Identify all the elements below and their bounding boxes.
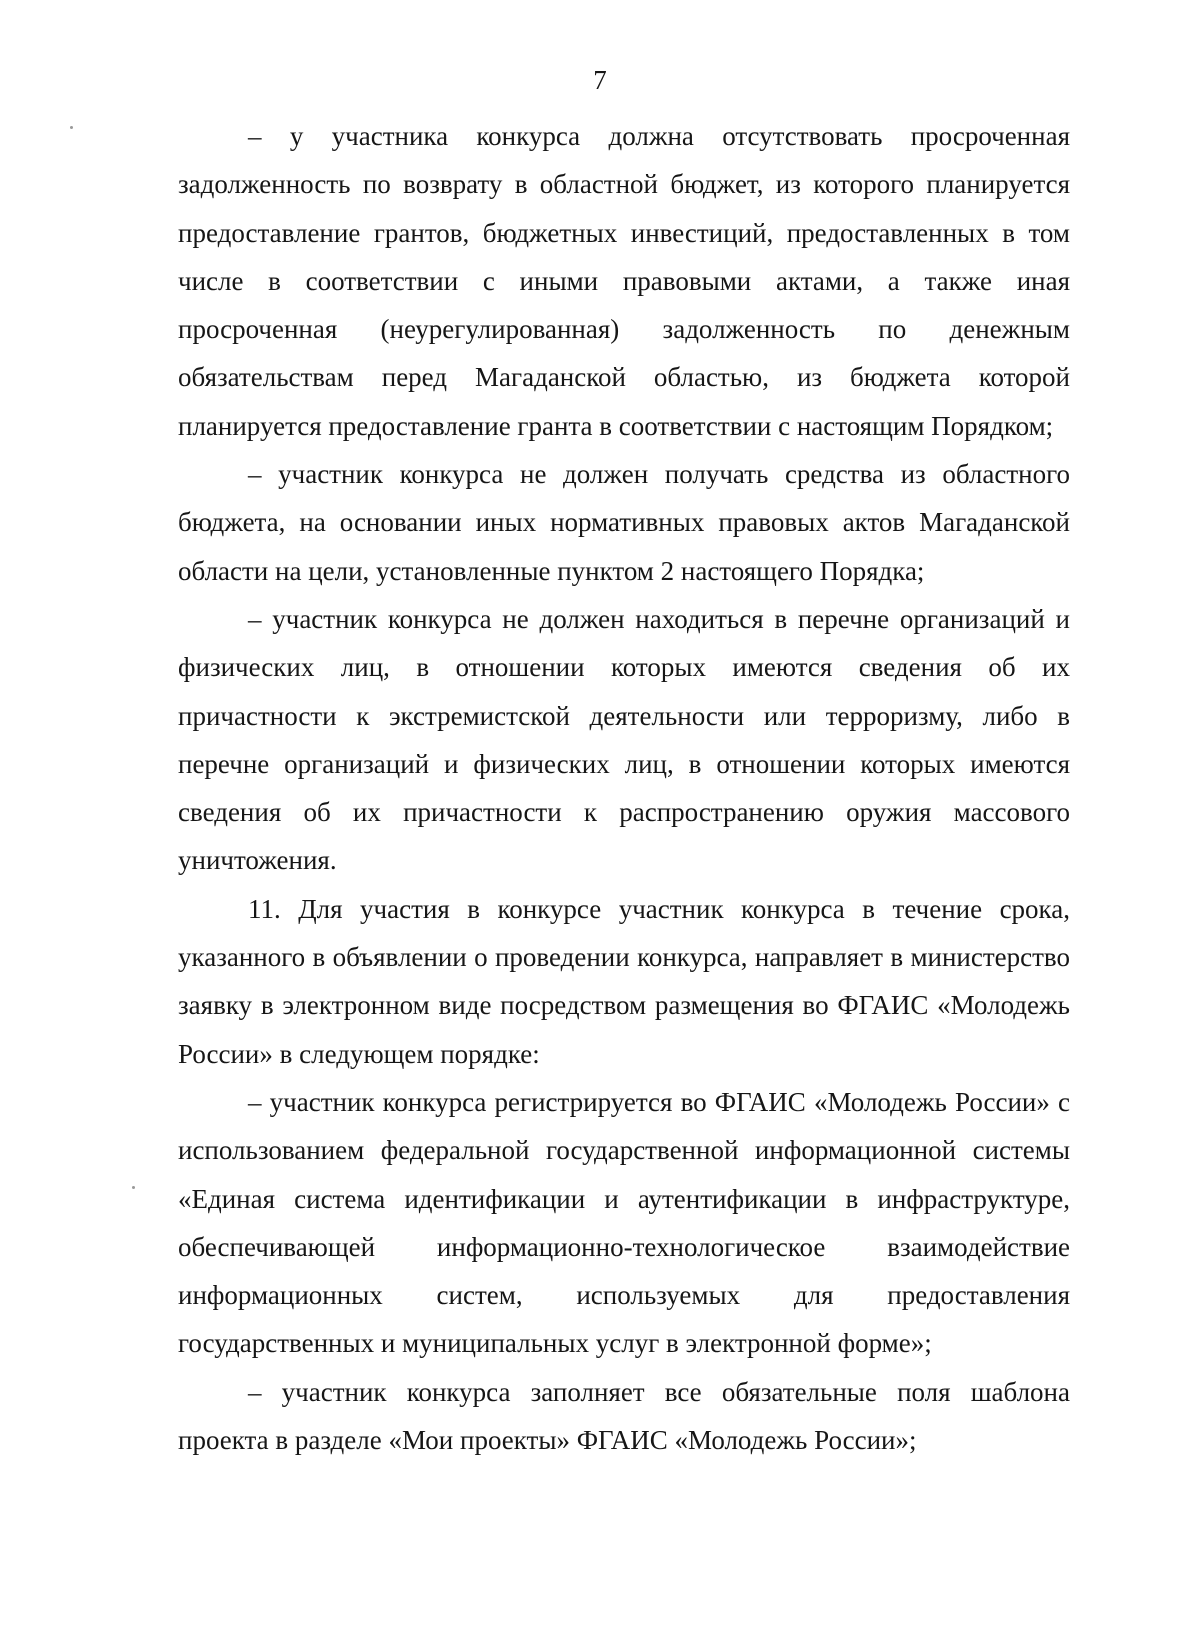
- scan-speck: [70, 126, 73, 129]
- scan-speck: [132, 1186, 135, 1189]
- paragraph-no-other-funding: – участник конкурса не должен получать средства из областного бюджета, на основании иных нормативных правовых актов Магаданской области на цели, установленные пунктом 2 настоящего Порядка;: [178, 459, 1070, 586]
- page-number: 7: [593, 65, 607, 95]
- document-body: [178, 112, 1070, 1464]
- paragraph-extremism-list: – участник конкурса не должен находиться в перечне организаций и физических лиц, в отношении которых имеются сведения об их причастности к экстремистской деятельности или терроризму, либо в перечне организаций и физических лиц, в отношении которых имеются сведения об их причастности к распространению оружия массового уничтожения.: [178, 603, 1070, 876]
- paragraph-fill-template: – участник конкурса заполняет все обязательные поля шаблона проекта в разделе «Мои проекты» ФГАИС «Молодежь России»;: [178, 1376, 1070, 1456]
- paragraph-debt-requirement: – у участника конкурса должна отсутствовать просроченная задолженность по возврату в областной бюджет, из которого планируется предоставление грантов, бюджетных инвестиций, предоставленных в том числе в соответствии с иными правовыми актами, а также иная просроченная (неурегулированная) задолженность по денежным обязательствам перед Магаданской областью, из бюджета которой планируется предоставление гранта в соответствии с настоящим Порядком;: [178, 121, 1070, 441]
- paragraph-registration: – участник конкурса регистрируется во ФГАИС «Молодежь России» с использованием федеральной государственной информационной системы «Единая система идентификации и аутентификации в инфраструктуре, обеспечивающей информационно-технологическое взаимодействие информационных систем, используемых для предоставления государственных и муниципальных услуг в электронной форме»;: [178, 1086, 1070, 1359]
- paragraph-item-11-application: 11. Для участия в конкурсе участник конкурса в течение срока, указанного в объявлении о проведении конкурса, направляет в министерство заявку в электронном виде посредством размещения во ФГАИС «Молодежь России» в следующем порядке:: [178, 893, 1070, 1069]
